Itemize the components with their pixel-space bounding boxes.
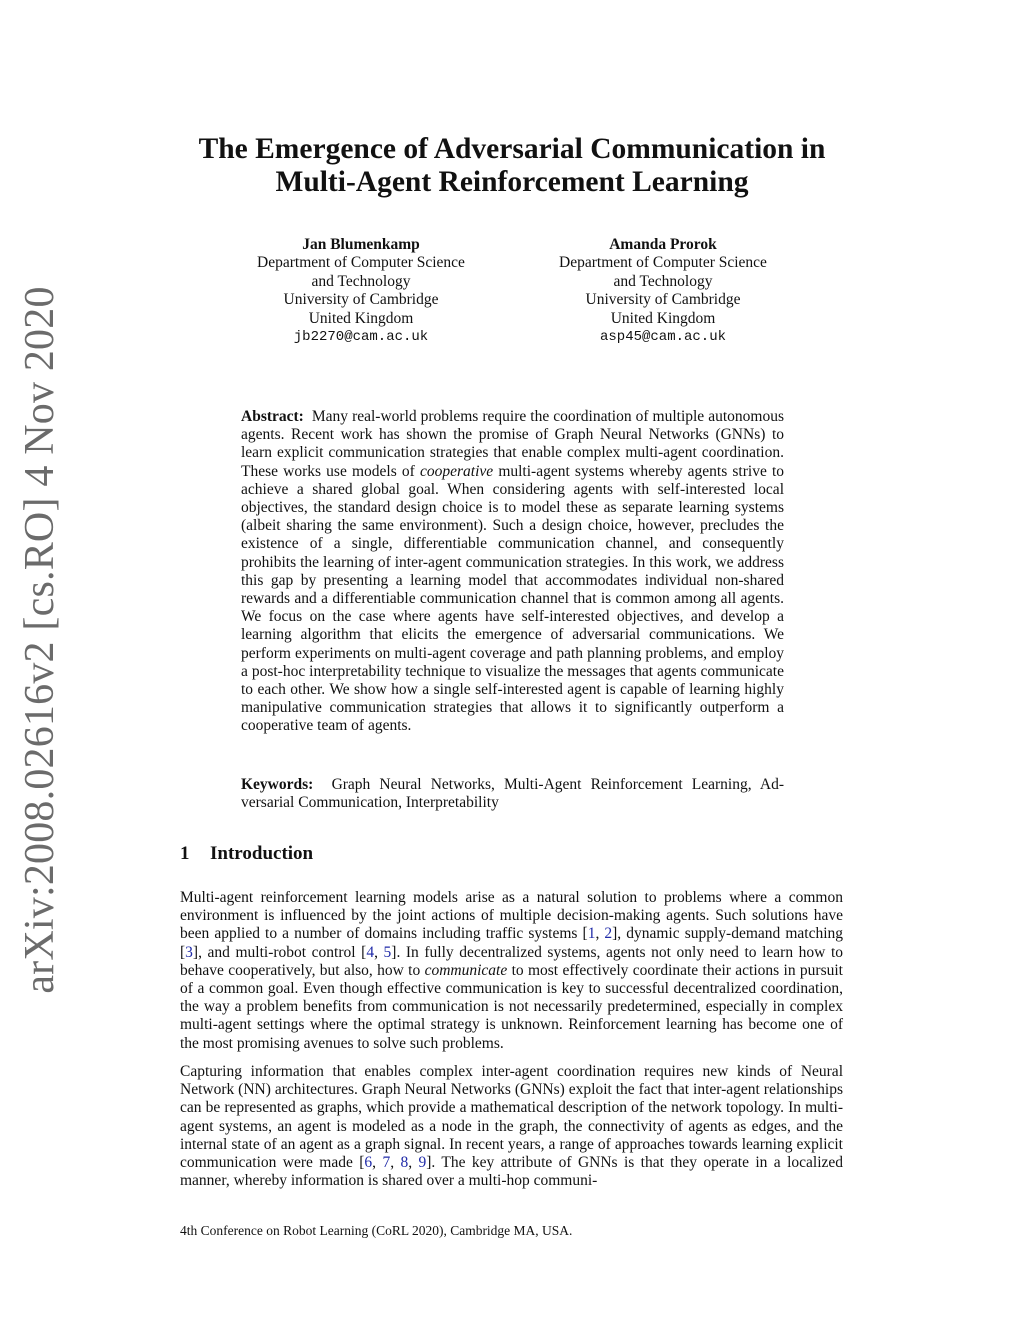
citation-link[interactable]: 5 <box>383 943 392 961</box>
citation-separator: , <box>595 925 605 943</box>
author-department-cont: and Technology <box>311 272 411 290</box>
keywords-text: Graph Neural Networks, Multi-Agent Reinforcement Learning, Adversarial Communication, Interpretability <box>241 776 784 812</box>
author-department: Department of Computer Science <box>559 254 767 272</box>
keywords-label: Keywords: <box>241 776 314 793</box>
author-email: jb2270@cam.ac.uk <box>293 329 429 346</box>
p1-text-b: ], dynamic supply-demand matching [ <box>180 925 844 961</box>
citation-separator: , <box>390 1154 401 1172</box>
intro-paragraph-2 <box>180 1063 843 1190</box>
keywords <box>241 776 784 812</box>
p1-text-d: ]. In fully decentralized systems, agents not only need to learn how to behave cooperatively, but also, how to <box>180 943 843 979</box>
citation-link[interactable]: 9 <box>418 1154 427 1172</box>
section-number: 1 <box>180 843 190 864</box>
author-block-2 <box>513 236 813 346</box>
intro-paragraph-1 <box>180 889 843 1053</box>
citation-link[interactable]: 4 <box>366 943 375 961</box>
abstract-text-part1: Many real-world problems require the coordination of multiple autonomous agents. Recent work has shown the promise of Graph Neural Networks (GNNs) to learn explicit communication strategies that enable complex multi-agent coordination. These works use models of <box>241 408 784 480</box>
citation-link[interactable]: 3 <box>185 943 193 961</box>
arxiv-stamp-text: arXiv:2008.02616v2 [cs.RO] 4 Nov 2020 <box>17 286 63 994</box>
paper-title <box>150 133 874 199</box>
author-email: asp45@cam.ac.uk <box>599 329 727 346</box>
conference-footer: 4th Conference on Robot Learning (CoRL 2020), Cambridge MA, USA. <box>180 1223 573 1238</box>
citation-link[interactable]: 7 <box>382 1154 391 1172</box>
author-country: United Kingdom <box>610 309 716 327</box>
title-line-1: The Emergence of Adversarial Communication in <box>198 133 826 165</box>
citation-separator: , <box>374 943 384 961</box>
author-department: Department of Computer Science <box>257 254 465 272</box>
p1-text-e: to most effectively coordinate their actions in pursuit of a common goal. Even though effective communication is key to successful decentralized coordination, the way a problem benefits from communication is not necessarily predetermined, especially in complex multi-agent settings where the optimal strategy is unknown. Reinforcement learning has become one of the most promising avenues to solve such problems. <box>180 961 843 1052</box>
citation-separator: , <box>372 1154 383 1172</box>
section-heading <box>180 843 313 865</box>
author-name: Amanda Prorok <box>609 236 717 253</box>
author-university: University of Cambridge <box>585 291 741 309</box>
author-university: University of Cambridge <box>283 291 439 309</box>
p2-text-a: Capturing information that enables complex inter-agent coordination requires new kinds of Neural Network (NN) architectures. Graph Neural Networks (GNNs) exploit the fact that inter-agent relationships can be represented as graphs, which provide a mathematical description of the network topology. In multi-agent systems, an agent is modeled as a node in the graph, the connectivity of agents as edges, and the internal state of an agent as a graph signal. In recent years, a range of approaches towards learning explicit communication were made [ <box>180 1063 843 1172</box>
title-line-2: Multi-Agent Reinforcement Learning <box>275 166 749 198</box>
citation-link[interactable]: 6 <box>364 1154 373 1172</box>
p1-emphasis: communicate <box>424 961 508 979</box>
citation-link[interactable]: 8 <box>400 1154 409 1172</box>
abstract-label: Abstract: <box>241 408 304 425</box>
p1-text-a: Multi-agent reinforcement learning models arise as a natural solution to problems where a common environment is influenced by the joint actions of multiple decision-making agents. Such solutions have been applied to a number of domains including traffic systems [ <box>180 889 843 943</box>
author-name: Jan Blumenkamp <box>302 236 420 253</box>
citation-separator: , <box>408 1154 419 1172</box>
abstract-emphasis: cooperative <box>419 462 494 480</box>
p2-text-b: ]. The key attribute of GNNs is that they operate in a localized manner, whereby information is shared over a multi-hop communi- <box>180 1154 844 1190</box>
section-title: Introduction <box>210 843 314 864</box>
citation-link[interactable]: 1 <box>587 925 596 943</box>
author-block-1 <box>211 236 511 346</box>
p1-text-c: ], and multi-robot control [ <box>192 943 367 961</box>
abstract-text-part2: multi-agent systems whereby agents strive to achieve a shared global goal. When considering agents with self-interested local objectives, the standard design choice is to model these as separate learning systems (albeit sharing the same environment). Such a design choice, however, precludes the existence of a single, differentiable communication channel, and consequently prohibits the learning of inter-agent communication strategies. In this work, we address this gap by presenting a learning model that accommodates individual non-shared rewards and a differentiable communication channel that is common among all agents. We focus on the case where agents have self-interested objectives, and develop a learning algorithm that elicits the emergence of adversarial communications. We perform experiments on multi-agent coverage and path planning problems, and employ a post-hoc interpretability technique to visualize the messages that agents communicate to each other. We show how a single self-interested agent is capable of learning highly manipulative communication strategies that allows it to significantly outperform a cooperative team of agents. <box>241 462 785 735</box>
abstract <box>241 408 784 736</box>
author-department-cont: and Technology <box>613 272 713 290</box>
author-country: United Kingdom <box>308 309 414 327</box>
citation-link[interactable]: 2 <box>604 925 613 943</box>
